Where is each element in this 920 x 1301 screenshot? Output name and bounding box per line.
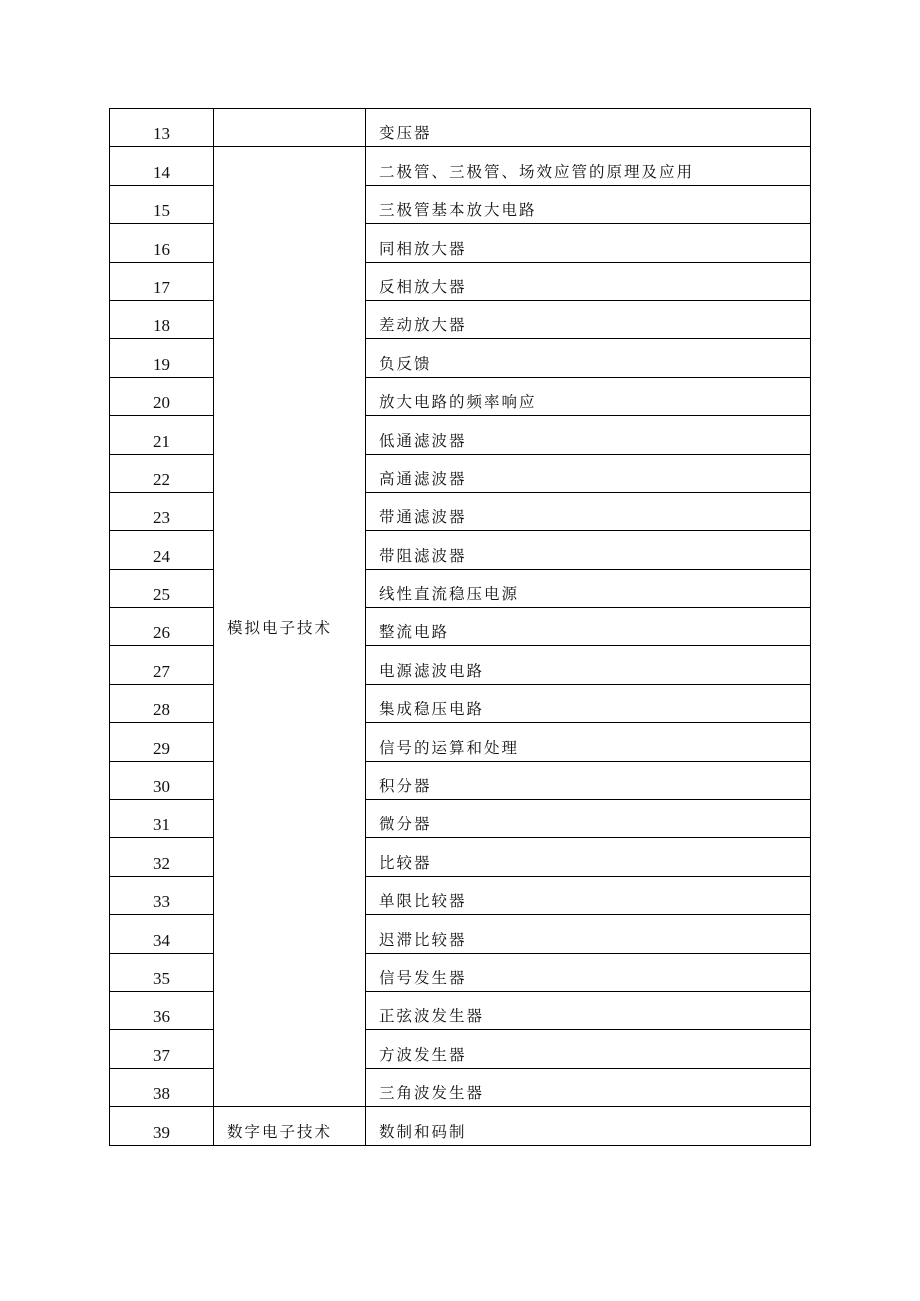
topic-cell: 信号发生器	[366, 953, 811, 991]
table-row	[110, 147, 811, 185]
row-number: 30	[110, 761, 214, 799]
topic-cell: 三角波发生器	[366, 1068, 811, 1106]
topic-cell: 数制和码制	[366, 1107, 811, 1145]
topic-cell: 积分器	[366, 761, 811, 799]
topic-cell: 高通滤波器	[366, 454, 811, 492]
row-number: 13	[110, 109, 214, 147]
topic-cell: 方波发生器	[366, 1030, 811, 1068]
row-number: 16	[110, 224, 214, 262]
row-number: 19	[110, 339, 214, 377]
course-content-table	[109, 108, 811, 1146]
row-number: 18	[110, 300, 214, 338]
table-row	[110, 109, 811, 147]
row-number: 22	[110, 454, 214, 492]
topic-cell: 同相放大器	[366, 224, 811, 262]
topic-cell: 变压器	[366, 109, 811, 147]
row-number: 27	[110, 646, 214, 684]
category-analog-electronics: 模拟电子技术	[214, 147, 366, 1107]
row-number: 38	[110, 1068, 214, 1106]
table-row	[110, 1107, 811, 1145]
topic-cell: 差动放大器	[366, 300, 811, 338]
row-number: 36	[110, 991, 214, 1029]
topic-cell: 二极管、三极管、场效应管的原理及应用	[366, 147, 811, 185]
topic-cell: 放大电路的频率响应	[366, 377, 811, 415]
row-number: 17	[110, 262, 214, 300]
row-number: 29	[110, 723, 214, 761]
row-number: 35	[110, 953, 214, 991]
row-number: 26	[110, 608, 214, 646]
row-number: 15	[110, 185, 214, 223]
category-digital-electronics: 数字电子技术	[214, 1107, 366, 1145]
topic-cell: 负反馈	[366, 339, 811, 377]
row-number: 23	[110, 492, 214, 530]
topic-cell: 微分器	[366, 800, 811, 838]
topic-cell: 比较器	[366, 838, 811, 876]
topic-cell: 整流电路	[366, 608, 811, 646]
topic-cell: 带通滤波器	[366, 492, 811, 530]
row-number: 21	[110, 416, 214, 454]
row-number: 28	[110, 684, 214, 722]
row-number: 25	[110, 569, 214, 607]
topic-cell: 电源滤波电路	[366, 646, 811, 684]
topic-cell: 集成稳压电路	[366, 684, 811, 722]
row-number: 20	[110, 377, 214, 415]
topic-cell: 正弦波发生器	[366, 991, 811, 1029]
category-cell-empty	[214, 109, 366, 147]
topic-cell: 低通滤波器	[366, 416, 811, 454]
topic-cell: 反相放大器	[366, 262, 811, 300]
row-number: 31	[110, 800, 214, 838]
row-number: 24	[110, 531, 214, 569]
row-number: 37	[110, 1030, 214, 1068]
row-number: 32	[110, 838, 214, 876]
topic-cell: 信号的运算和处理	[366, 723, 811, 761]
row-number: 33	[110, 876, 214, 914]
topic-cell: 带阻滤波器	[366, 531, 811, 569]
row-number: 14	[110, 147, 214, 185]
topic-cell: 线性直流稳压电源	[366, 569, 811, 607]
row-number: 34	[110, 915, 214, 953]
topic-cell: 单限比较器	[366, 876, 811, 914]
table-body	[110, 109, 811, 1146]
topic-cell: 迟滞比较器	[366, 915, 811, 953]
topic-cell: 三极管基本放大电路	[366, 185, 811, 223]
row-number: 39	[110, 1107, 214, 1145]
